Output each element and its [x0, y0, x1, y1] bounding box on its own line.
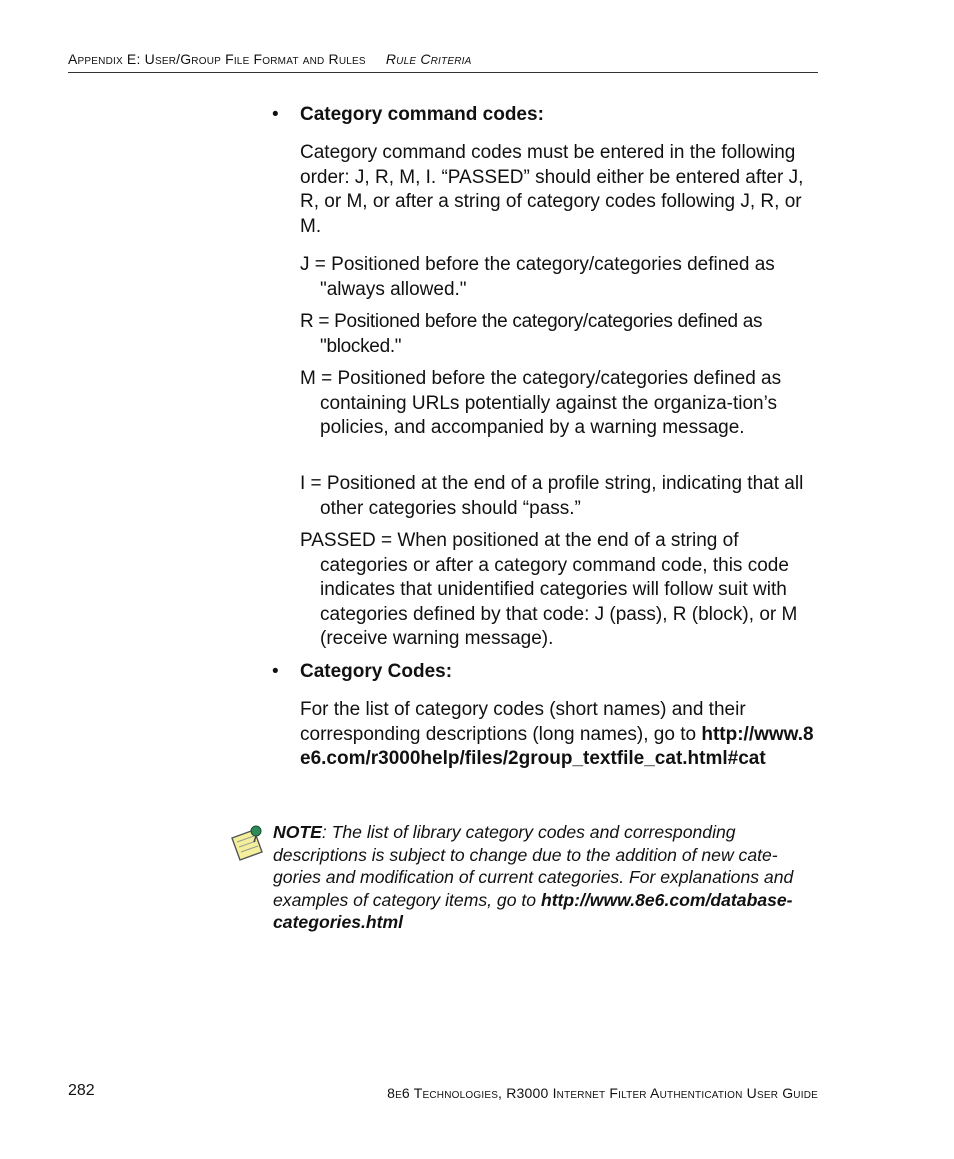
note-label: NOTE: [273, 822, 322, 842]
note-text: : The list of library category codes and corresponding descriptions is subject to change due to the addition of new cate-gories and modification of current categories. For explanations and examples of category items, go to: [273, 822, 794, 910]
definition-r: R = Positioned before the category/categories defined as "blocked.": [300, 311, 763, 357]
definition-i: I = Positioned at the end of a profile string, indicating that all other categories should “pass.”: [300, 473, 804, 519]
footer-title: 8e6 Technologies, R3000 Internet Filter Authentication User Guide: [387, 1085, 818, 1101]
page-number: 282: [68, 1082, 95, 1099]
note-paragraph: [273, 821, 821, 934]
intro-paragraph: Category command codes must be entered in the following order: J, R, M, I. “PASSED” should either be entered after J, R, or M, or after a string of category codes following J, R, or M.: [300, 142, 804, 237]
definition-m: M = Positioned before the category/categories defined as containing URLs potentially against the organiza-tion’s policies, and accompanied by a warning message.: [300, 368, 782, 439]
note-pad-pin-icon: [228, 824, 266, 862]
running-header: [68, 50, 818, 68]
bullet-dot: •: [272, 661, 279, 682]
bullet-heading: Category Codes:: [300, 661, 453, 682]
category-codes-text: For the list of category codes (short names) and their corresponding descriptions (long names), go to: [300, 699, 746, 745]
bullet-dot: •: [272, 104, 279, 125]
note-link[interactable]: http://www.8e6.com/database-categories.html: [273, 889, 793, 933]
bullet-heading: Category command codes:: [300, 104, 544, 125]
category-codes-link[interactable]: http://www.8e6.com/r3000help/files/2group_textfile_cat.html#cat: [300, 723, 814, 770]
category-codes-paragraph: [300, 698, 820, 772]
header-divider: [68, 72, 818, 73]
definition-passed: PASSED = When positioned at the end of a string of categories or after a category command code, this code indicates that unidentified categories will follow suit with categories defined by that code: J (pass), R (block), or M (receive warning message).: [300, 530, 798, 650]
header-chapter: Appendix E: User/Group File Format and Rules: [68, 51, 366, 67]
definition-j: J = Positioned before the category/categories defined as "always allowed.": [300, 254, 775, 300]
header-section: Rule Criteria: [385, 51, 472, 67]
